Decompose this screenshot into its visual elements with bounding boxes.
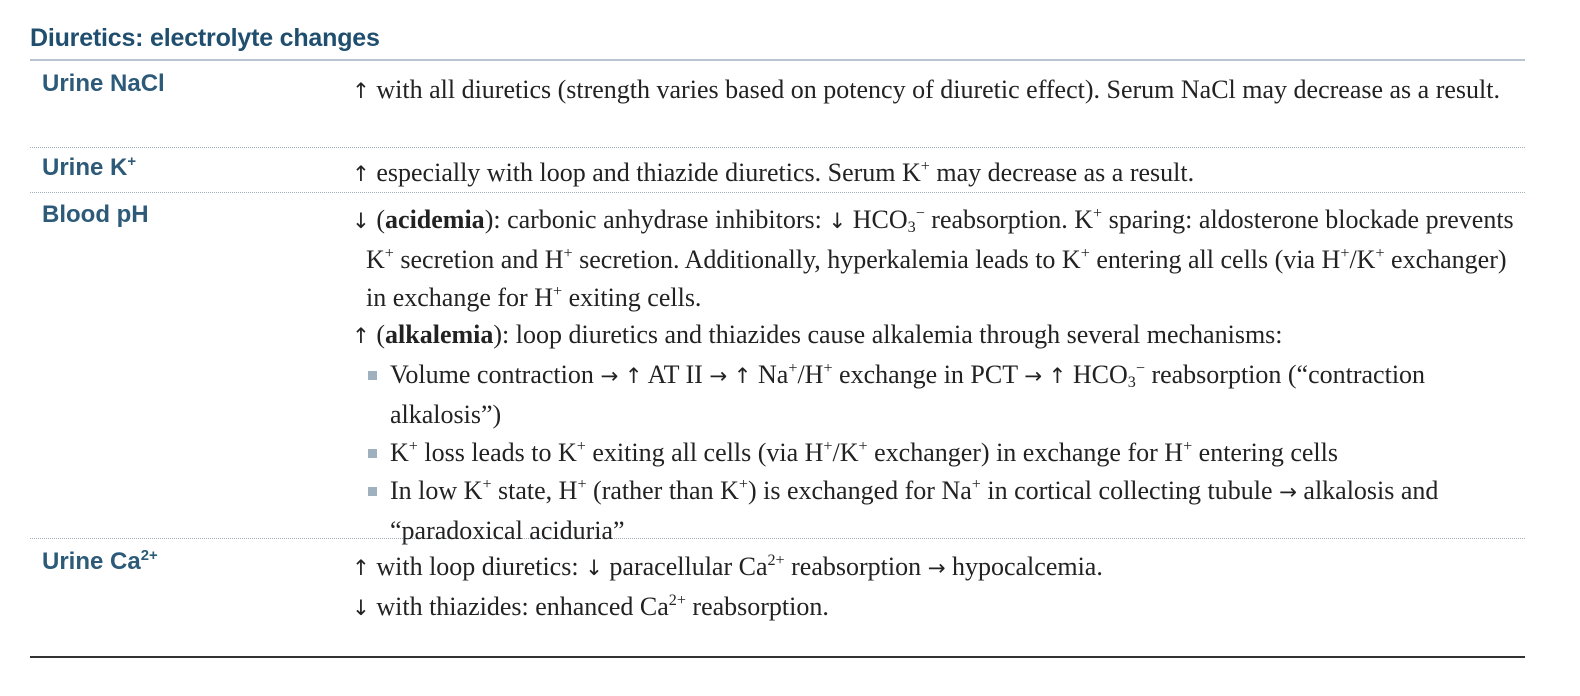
right-arrow-icon: → <box>1024 364 1043 389</box>
row-blood-ph <box>30 201 1525 545</box>
right-arrow-icon: → <box>927 556 946 581</box>
up-arrow-icon: ↑ <box>352 162 370 187</box>
bullet-square-icon <box>368 449 377 458</box>
list-item: In low K+ state, H+ (rather than K+) is exchanged for Na+ in cortical collecting tubule → alkalosis and “paradoxical aciduria” <box>352 472 1517 550</box>
list-item: Volume contraction → ↑ AT II → ↑ Na+/H+ exchange in PCT → ↑ $HCO_3^-$ reabsorption (“contraction alkalosis”) <box>352 356 1517 434</box>
down-arrow-icon: ↓ <box>585 556 603 581</box>
up-arrow-icon: ↑ <box>352 556 370 581</box>
content-urine-nacl <box>352 71 1517 111</box>
up-arrow-icon: ↑ <box>1048 364 1067 389</box>
nacl-text: with all diuretics (strength varies based on potency of diuretic effect). Serum NaCl may decrease as a result. <box>376 75 1500 104</box>
label-urine-k: Urine K+ <box>42 153 137 181</box>
label-blood-ph: Blood pH <box>42 201 149 228</box>
content-urine-ca: ↑ with loop diuretics: ↓ paracellular $Ca^{2+}$ reabsorption → hypocalcemia. ↓ with thiazides: enhanced $Ca^{2+}$ reabsorption. <box>352 552 1103 621</box>
content-blood-ph <box>352 201 1517 550</box>
right-arrow-icon: → <box>1279 480 1297 505</box>
row-urine-ca <box>30 548 1525 628</box>
content-urine-k: ↑ especially with loop and thiazide diuretics. Serum K+ may decrease as a result. <box>352 158 1195 187</box>
up-arrow-icon: ↑ <box>352 324 370 349</box>
right-arrow-icon: → <box>709 364 728 389</box>
label-urine-ca: Urine $Ca^{2+}$ <box>42 547 158 575</box>
alkalemia-mechanisms-list <box>352 356 1517 550</box>
list-item: K+ loss leads to K+ exiting all cells (via H+/K+ exchanger) in exchange for H+ entering cells <box>352 434 1517 472</box>
down-arrow-icon: ↓ <box>352 596 370 621</box>
title-divider <box>30 59 1525 61</box>
acidemia-paragraph: ↓ (acidemia): carbonic anhydrase inhibitors: ↓ $HCO_3^-$ reabsorption. K+ sparing: aldosterone blockade prevents K+ secretion and H+ secretion. Additionally, hyperkalemia leads to K+ entering all cells (via H+/K+ exchanger) in exchange for H+ exiting cells. <box>352 205 1514 312</box>
up-arrow-icon: ↑ <box>352 79 370 104</box>
label-urine-nacl: Urine NaCl <box>42 70 165 97</box>
up-arrow-icon: ↑ <box>733 364 752 389</box>
bottom-divider <box>30 656 1525 658</box>
row-urine-k <box>30 154 1525 193</box>
down-arrow-icon: ↓ <box>828 209 847 234</box>
bullet-square-icon <box>368 371 377 380</box>
page-title: Diuretics: electrolyte changes <box>30 24 380 52</box>
bullet-square-icon <box>368 487 377 496</box>
right-arrow-icon: → <box>600 364 619 389</box>
down-arrow-icon: ↓ <box>352 209 370 234</box>
row-urine-nacl <box>30 70 1525 148</box>
alkalemia-paragraph: ↑ (alkalemia): loop diuretics and thiazides cause alkalemia through several mechanisms: <box>352 320 1283 349</box>
up-arrow-icon: ↑ <box>624 364 643 389</box>
